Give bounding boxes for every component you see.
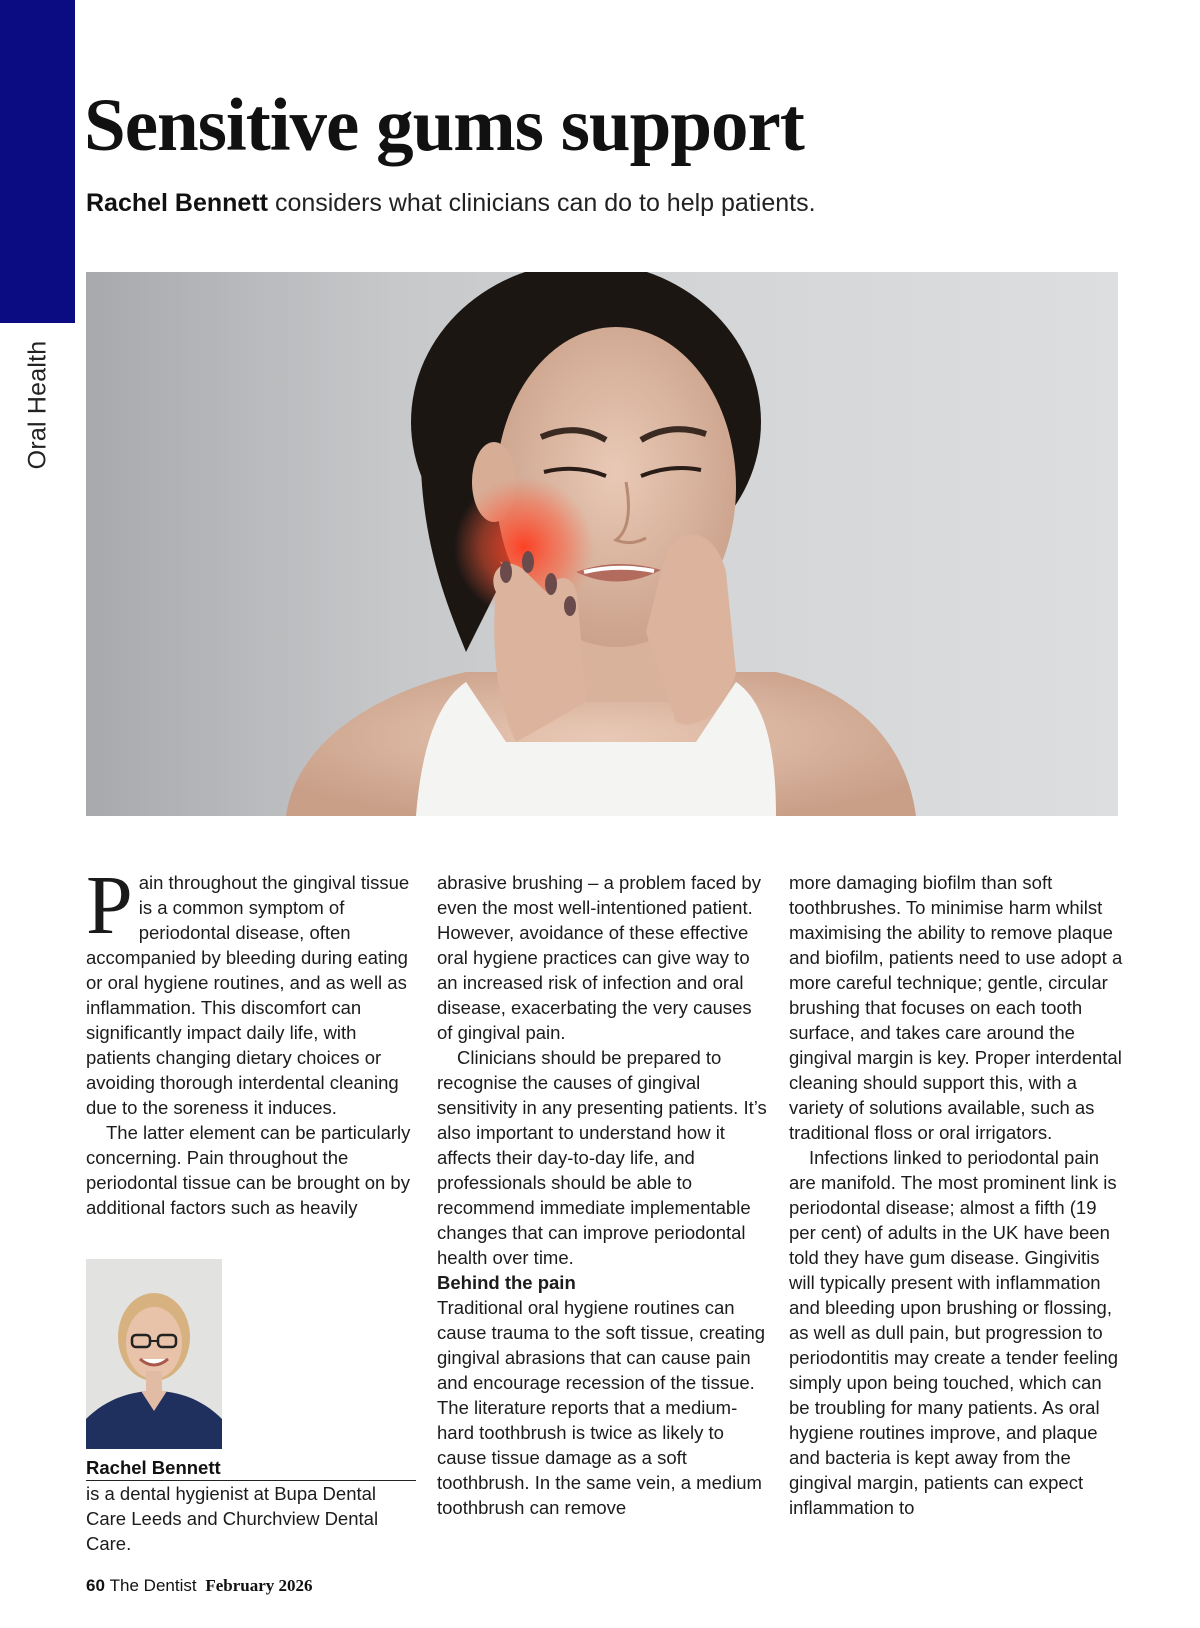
body-column-3 xyxy=(789,870,1124,1520)
author-bio-text: is a dental hygienist at Bupa Dental Care Leeds and Churchview Dental Care. xyxy=(86,1483,379,1554)
section-subheading: Behind the pain xyxy=(437,1272,576,1293)
body-paragraph: abrasive brushing – a problem faced by even the most well-intentioned patient. However, avoidance of these effective oral hygiene practices can give way to an increased risk of infection and oral disease, exacerbating the very causes of gingival pain. xyxy=(437,872,761,1043)
page-footer xyxy=(86,1576,313,1596)
drop-cap: P xyxy=(86,859,133,952)
body-paragraph: Infections linked to periodontal pain are manifold. The most prominent link is periodontal disease; almost a fifth (19 per cent) of adults in the UK have been told they have gum disease. Gingivitis will typically present with inflammation and bleeding upon brushing or flossing, as well as dull pain, but progression to periodontitis may create a tender feeling simply upon being touched, which can be troubling for many patients. As oral hygiene routines improve, and plaque and bacteria is kept away from the gingival margin, patients can expect inflammation to xyxy=(789,1147,1119,1518)
magazine-name: The Dentist xyxy=(109,1576,197,1595)
standfirst-author: Rachel Bennett xyxy=(86,189,268,217)
section-label: Oral Health xyxy=(23,340,52,470)
body-column-2 xyxy=(437,870,772,1520)
body-paragraph: The latter element can be particularly concerning. Pain throughout the periodontal tissue can be brought on by additional factors such as heavily xyxy=(86,1122,411,1218)
page-number: 60 xyxy=(86,1576,105,1595)
paragraph-text: ain throughout the gingival tissue is a common symptom of periodontal disease, often accompanied by bleeding during eating or oral hygiene routines, and as well as inflammation. This discomfort can significantly impact daily life, with patients changing dietary choices or avoiding thorough interdental cleaning due to the soreness it induces. xyxy=(86,872,410,1118)
author-bio-name: Rachel Bennett xyxy=(86,1456,416,1481)
body-paragraph: Traditional oral hygiene routines can cause trauma to the soft tissue, creating gingival abrasions that can cause pain and encourage recession of the tissue. The literature reports that a medium-hard toothbrush is twice as likely to cause tissue damage as a soft toothbrush. In the same vein, a medium toothbrush can remove xyxy=(437,1297,766,1518)
issue-date: February 2026 xyxy=(205,1576,313,1595)
hero-photo xyxy=(86,272,1118,816)
author-portrait-illustration xyxy=(86,1259,222,1449)
section-color-bar xyxy=(0,0,75,323)
standfirst-text: considers what clinicians can do to help patients. xyxy=(274,189,816,217)
body-paragraph: more damaging biofilm than soft toothbrushes. To minimise harm whilst maximising the ability to remove plaque and biofilm, patients need to use adopt a more careful technique; gentle, circular brushing that focuses on each tooth surface, and takes care around the gingival margin is key. Proper interdental cleaning should support this, with a variety of solutions available, such as traditional floss or oral irrigators. xyxy=(789,872,1123,1143)
article-standfirst xyxy=(86,189,816,218)
body-paragraph xyxy=(86,859,418,1120)
author-photo xyxy=(86,1259,222,1449)
body-paragraph: Clinicians should be prepared to recognise the causes of gingival sensitivity in any presenting patients. It’s also important to understand how it affects their day-to-day life, and professionals should be able to recommend immediate implementable changes that can improve periodontal health over time. xyxy=(437,1047,767,1268)
body-column-1 xyxy=(86,859,418,1220)
article-title: Sensitive gums support xyxy=(84,84,804,167)
woman-with-toothache-illustration xyxy=(86,272,1118,816)
